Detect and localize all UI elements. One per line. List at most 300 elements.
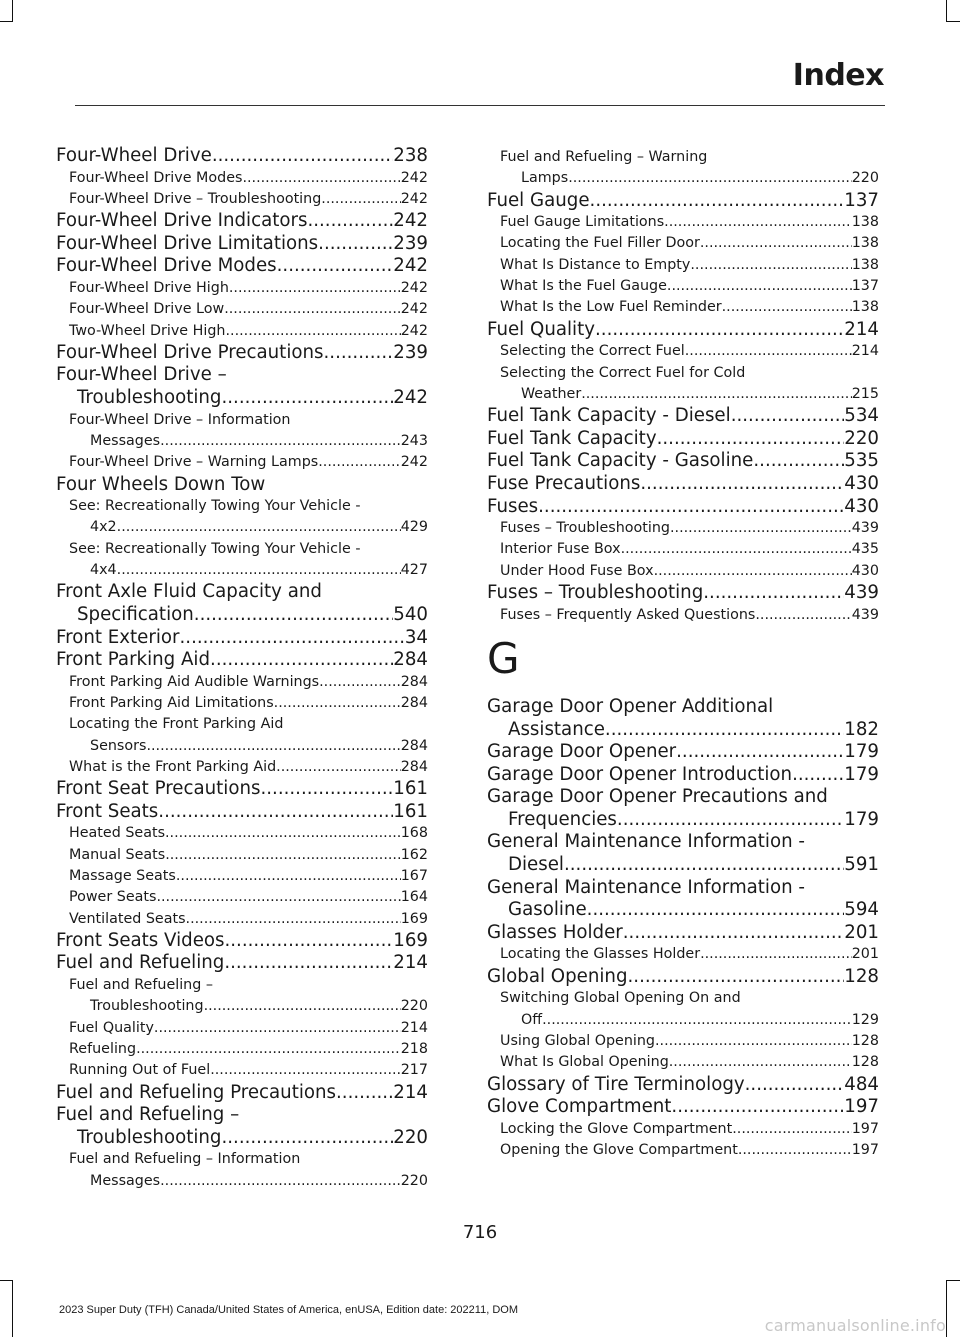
index-entry[interactable] xyxy=(487,428,879,451)
index-entry[interactable] xyxy=(487,190,879,213)
index-page-ref[interactable]: 129 xyxy=(851,1011,879,1028)
index-subentry[interactable] xyxy=(487,1140,879,1161)
dot-leader xyxy=(664,212,852,233)
index-page-ref[interactable]: 220 xyxy=(400,998,428,1015)
index-entry[interactable] xyxy=(487,922,879,945)
index-entry-label: Garage Door Opener xyxy=(487,741,677,763)
crop-mark-bottom-right-vertical xyxy=(946,1280,947,1337)
index-entry-label-line: Selecting the Correct Fuel for Cold xyxy=(500,364,746,381)
index-entry-label: Under Hood Fuse Box xyxy=(500,562,654,579)
index-entry-row xyxy=(487,561,879,582)
index-page-ref[interactable]: 161 xyxy=(393,800,428,822)
index-subentry[interactable] xyxy=(487,212,879,233)
dot-leader xyxy=(194,604,394,627)
index-page-ref[interactable]: 161 xyxy=(393,778,428,800)
index-entry-label: Locating the Fuel Filler Door xyxy=(500,235,700,252)
index-column-right xyxy=(487,147,879,1161)
index-subentry[interactable] xyxy=(487,297,879,318)
index-entry-label: Fuel and Refueling Precautions xyxy=(56,1081,337,1103)
index-entry-label: Running Out of Fuel xyxy=(69,1062,211,1079)
index-page-ref[interactable]: 167 xyxy=(400,867,428,884)
dot-leader xyxy=(564,854,844,877)
index-entry-row xyxy=(487,764,879,787)
index-entry-label-line: See: Recreationally Towing Your Vehicle - xyxy=(69,540,361,557)
index-page-ref[interactable]: 182 xyxy=(844,718,879,740)
index-entry-label-line: Fuel and Refueling – Warning xyxy=(500,149,708,165)
index-entry-label: Fuse Precautions xyxy=(487,472,641,494)
index-page-ref[interactable]: 284 xyxy=(400,673,428,690)
index-page-ref[interactable]: 284 xyxy=(400,737,428,754)
index-entry-row xyxy=(56,560,428,581)
index-entry-row xyxy=(56,604,428,627)
dot-leader xyxy=(753,450,844,473)
index-page-ref[interactable]: 137 xyxy=(851,278,879,295)
index-page-ref[interactable]: 179 xyxy=(844,741,879,763)
index-entry[interactable] xyxy=(56,255,428,278)
index-page-ref[interactable]: 439 xyxy=(851,606,879,623)
dot-leader xyxy=(221,1127,393,1150)
index-entry-label: What Is the Low Fuel Reminder xyxy=(500,299,722,316)
index-entry-label-line: Front Axle Fluid Capacity and xyxy=(56,581,322,603)
index-subentry[interactable] xyxy=(56,693,428,714)
index-page-ref[interactable]: 242 xyxy=(400,190,428,207)
dot-leader xyxy=(657,428,845,451)
index-page-ref[interactable]: 284 xyxy=(400,758,428,775)
index-page-ref[interactable]: 535 xyxy=(844,450,879,472)
index-subentry[interactable] xyxy=(56,823,428,844)
index-entry-row xyxy=(487,966,879,989)
index-entry-row xyxy=(56,342,428,365)
index-page-ref[interactable]: 128 xyxy=(851,1054,879,1071)
index-entry-label: Front Seats Videos xyxy=(56,929,225,951)
index-entry-row xyxy=(487,319,879,342)
index-entry[interactable] xyxy=(487,786,879,831)
index-page-ref[interactable]: 242 xyxy=(393,387,428,409)
index-entry-label: Heated Seats xyxy=(69,825,166,842)
index-entry[interactable] xyxy=(487,696,879,741)
dot-leader xyxy=(146,736,400,757)
index-subentry[interactable] xyxy=(56,168,428,189)
index-subentry[interactable] xyxy=(56,757,428,778)
index-page-ref[interactable]: 214 xyxy=(851,343,879,360)
index-page-ref[interactable]: 128 xyxy=(844,965,879,987)
index-subentry[interactable] xyxy=(487,1119,879,1140)
index-page-ref[interactable]: 214 xyxy=(400,1019,428,1036)
index-entry-row xyxy=(487,384,879,405)
index-page-ref[interactable]: 215 xyxy=(851,385,879,402)
index-subentry[interactable] xyxy=(56,1018,428,1039)
index-entry[interactable] xyxy=(487,1096,879,1119)
index-entry[interactable] xyxy=(487,831,879,876)
index-page-ref[interactable]: 439 xyxy=(851,520,879,537)
index-entry-label-line: General Maintenance Information - xyxy=(487,831,805,853)
index-entry-label: Fuel Tank Capacity - Gasoline xyxy=(487,450,754,472)
index-entry-row xyxy=(487,605,879,626)
index-entry-row xyxy=(487,1140,879,1161)
index-page-ref[interactable]: 137 xyxy=(844,189,879,211)
dot-leader xyxy=(117,560,401,581)
dot-leader xyxy=(738,1140,852,1161)
index-entry[interactable] xyxy=(56,210,428,233)
index-page-ref[interactable]: 534 xyxy=(844,405,879,427)
index-entry-label-line: Garage Door Opener Additional xyxy=(487,695,774,717)
index-page-ref[interactable]: 284 xyxy=(400,694,428,711)
index-entry-label: 4x2 xyxy=(90,519,117,536)
page-number: 716 xyxy=(462,1222,498,1243)
index-entry-label: Diesel xyxy=(508,854,564,876)
index-subentry[interactable] xyxy=(56,539,428,582)
index-subentry[interactable] xyxy=(487,561,879,582)
index-entry-row xyxy=(56,145,428,168)
index-entry-row xyxy=(56,649,428,672)
dot-leader xyxy=(654,561,852,582)
index-entry-label: Front Exterior xyxy=(56,626,180,648)
index-page-ref[interactable]: 242 xyxy=(400,322,428,339)
index-entry-row xyxy=(487,922,879,945)
index-entry-label: Front Parking Aid xyxy=(56,649,211,671)
dot-leader xyxy=(260,778,393,801)
index-entry-label: Four-Wheel Drive Modes xyxy=(56,255,277,277)
index-subentry[interactable] xyxy=(56,845,428,866)
dot-leader xyxy=(700,944,852,965)
index-subentry[interactable] xyxy=(487,988,879,1031)
index-entry-label: Four Wheels Down Tow xyxy=(56,473,266,495)
index-entry[interactable] xyxy=(487,473,879,496)
dot-leader xyxy=(210,649,393,672)
index-entry[interactable] xyxy=(56,474,428,497)
index-entry-row xyxy=(487,212,879,233)
index-subentry[interactable] xyxy=(487,944,879,965)
index-entry[interactable] xyxy=(56,930,428,953)
index-entry-row xyxy=(487,297,879,318)
index-entry-row xyxy=(487,428,879,451)
index-entry-label: Four-Wheel Drive High xyxy=(69,279,229,296)
index-subentry[interactable] xyxy=(487,1052,879,1073)
index-subentry[interactable] xyxy=(56,1060,428,1081)
index-entry-row xyxy=(56,627,428,650)
page-title: Index xyxy=(792,58,884,93)
index-page-ref[interactable]: 179 xyxy=(844,808,879,830)
index-entry-label: Locating the Glasses Holder xyxy=(500,946,701,963)
dot-leader xyxy=(628,966,845,989)
index-page-ref[interactable]: 217 xyxy=(400,1062,428,1079)
index-page-ref[interactable]: 220 xyxy=(400,1172,428,1189)
index-page-ref[interactable]: 169 xyxy=(400,910,428,927)
index-subentry[interactable] xyxy=(56,299,428,320)
index-entry-label: Fuel Gauge xyxy=(487,189,590,211)
dot-leader xyxy=(731,405,845,428)
index-subentry[interactable] xyxy=(56,496,428,539)
index-page-ref[interactable]: 214 xyxy=(844,318,879,340)
index-entry[interactable] xyxy=(56,342,428,365)
index-entry[interactable] xyxy=(56,952,428,975)
index-entry[interactable] xyxy=(56,778,428,801)
dot-leader xyxy=(186,909,401,930)
index-entry[interactable] xyxy=(487,450,879,473)
index-entry-label-line: Fuel and Refueling – Information xyxy=(69,1151,301,1168)
index-entry[interactable] xyxy=(56,1104,428,1149)
index-subentry[interactable] xyxy=(487,147,879,190)
index-entry[interactable] xyxy=(56,581,428,626)
index-page-ref[interactable]: 201 xyxy=(844,921,879,943)
index-page-ref[interactable]: 594 xyxy=(844,899,879,921)
index-page-ref[interactable]: 439 xyxy=(844,582,879,604)
index-entry[interactable] xyxy=(487,405,879,428)
index-subentry[interactable] xyxy=(487,276,879,297)
dot-leader xyxy=(210,1060,401,1081)
index-entry-label: Four-Wheel Drive – Warning Lamps xyxy=(69,454,319,471)
dot-leader xyxy=(204,996,401,1017)
index-entry[interactable] xyxy=(56,145,428,168)
dot-leader xyxy=(225,321,400,342)
index-entry-label: Front Seats xyxy=(56,800,159,822)
index-subentry[interactable] xyxy=(56,410,428,453)
index-subentry[interactable] xyxy=(487,341,879,362)
dot-leader xyxy=(700,233,852,254)
index-subentry[interactable] xyxy=(56,672,428,693)
index-entry-row xyxy=(56,1039,428,1060)
dot-leader xyxy=(336,1082,393,1105)
crop-mark-top-right-horizontal xyxy=(946,21,960,22)
index-entry[interactable] xyxy=(56,233,428,256)
index-entry-label: What Is Distance to Empty xyxy=(500,256,691,273)
dot-leader xyxy=(745,1074,845,1097)
index-entry-row xyxy=(487,1052,879,1073)
dot-leader xyxy=(605,719,844,742)
index-entry-label: Using Global Opening xyxy=(500,1032,656,1049)
index-entry[interactable] xyxy=(487,1074,879,1097)
index-entry-label: What is the Front Parking Aid xyxy=(69,758,277,775)
dot-leader xyxy=(319,672,401,693)
index-page-ref[interactable]: 214 xyxy=(393,952,428,974)
index-entry-row xyxy=(487,276,879,297)
index-entry[interactable] xyxy=(487,966,879,989)
index-subentry[interactable] xyxy=(487,518,879,539)
index-subentry[interactable] xyxy=(487,363,879,406)
index-subentry[interactable] xyxy=(56,866,428,887)
index-subentry[interactable] xyxy=(487,539,879,560)
index-page-ref[interactable]: 138 xyxy=(851,299,879,316)
index-page-ref[interactable]: 201 xyxy=(851,946,879,963)
index-entry-label: Glove Compartment xyxy=(487,1096,672,1118)
index-entry-label: Specification xyxy=(77,603,194,625)
index-entry-row xyxy=(56,845,428,866)
index-page-ref[interactable]: 429 xyxy=(400,519,428,536)
dot-leader xyxy=(224,952,393,975)
index-subentry[interactable] xyxy=(56,975,428,1018)
index-page-ref[interactable]: 242 xyxy=(400,454,428,471)
index-entry-label: Troubleshooting xyxy=(77,387,222,409)
index-subentry[interactable] xyxy=(487,233,879,254)
index-page-ref[interactable]: 430 xyxy=(851,562,879,579)
index-page-ref[interactable]: 284 xyxy=(393,649,428,671)
index-entry-row xyxy=(487,899,879,922)
index-entry-row xyxy=(487,450,879,473)
index-subentry[interactable] xyxy=(56,1149,428,1192)
index-entry-label: Fuses – Troubleshooting xyxy=(487,582,704,604)
index-page-ref[interactable]: 427 xyxy=(400,562,428,579)
index-entry[interactable] xyxy=(487,877,879,922)
dot-leader xyxy=(671,1096,844,1119)
index-entry-label: Selecting the Correct Fuel xyxy=(500,343,685,360)
index-subentry[interactable] xyxy=(56,1039,428,1060)
dot-leader xyxy=(224,930,393,953)
index-page-ref[interactable]: 239 xyxy=(393,232,428,254)
index-entry[interactable] xyxy=(56,364,428,409)
index-subentry[interactable] xyxy=(487,605,879,626)
index-entry[interactable] xyxy=(487,496,879,519)
index-entry[interactable] xyxy=(56,627,428,650)
index-page-ref[interactable]: 138 xyxy=(851,235,879,252)
index-entry-label: Fuses xyxy=(487,495,539,517)
index-page-ref[interactable]: 168 xyxy=(400,825,428,842)
index-entry-label: Troubleshooting xyxy=(90,998,204,1015)
index-subentry[interactable] xyxy=(487,1031,879,1052)
index-entry-row xyxy=(56,1082,428,1105)
index-page-ref[interactable]: 430 xyxy=(844,472,879,494)
index-subentry[interactable] xyxy=(56,909,428,930)
index-page-ref[interactable]: 138 xyxy=(851,256,879,273)
index-entry[interactable] xyxy=(487,319,879,342)
index-page-ref[interactable]: 220 xyxy=(393,1126,428,1148)
index-subentry[interactable] xyxy=(56,452,428,473)
index-entry-row xyxy=(56,887,428,908)
index-subentry[interactable] xyxy=(56,189,428,210)
index-page-ref[interactable]: 162 xyxy=(400,846,428,863)
index-page-ref[interactable]: 169 xyxy=(393,929,428,951)
index-page-ref[interactable]: 242 xyxy=(393,210,428,232)
index-page-ref[interactable]: 242 xyxy=(400,279,428,296)
index-entry-label: Glasses Holder xyxy=(487,921,623,943)
dot-leader xyxy=(792,764,844,787)
index-page-ref[interactable]: 591 xyxy=(844,854,879,876)
index-entry-row xyxy=(487,255,879,276)
index-entry-row xyxy=(487,1031,879,1052)
index-page-ref[interactable]: 164 xyxy=(400,889,428,906)
dot-leader xyxy=(274,693,401,714)
index-page-ref[interactable]: 218 xyxy=(400,1040,428,1057)
dot-leader xyxy=(242,168,400,189)
index-subentry[interactable] xyxy=(56,278,428,299)
index-page-ref[interactable]: 220 xyxy=(851,170,879,187)
index-entry-label: Frequencies xyxy=(508,808,617,830)
index-page-ref[interactable]: 242 xyxy=(393,255,428,277)
dot-leader xyxy=(568,168,852,189)
index-page-ref[interactable]: 214 xyxy=(393,1081,428,1103)
index-entry-label: Front Parking Aid Audible Warnings xyxy=(69,673,320,690)
dot-leader xyxy=(117,517,401,538)
index-entry-label: Weather xyxy=(521,385,582,402)
index-entry-label: Ventilated Seats xyxy=(69,910,186,927)
index-page-ref[interactable]: 197 xyxy=(844,1096,879,1118)
index-subentry[interactable] xyxy=(487,255,879,276)
dot-leader xyxy=(732,1119,851,1140)
dot-leader xyxy=(224,299,401,320)
index-entry-label: Messages xyxy=(90,1172,161,1189)
index-entry-label: Four-Wheel Drive Limitations xyxy=(56,232,319,254)
index-entry-label: Off xyxy=(521,1011,543,1028)
index-page-ref[interactable]: 179 xyxy=(844,763,879,785)
index-page-ref[interactable]: 484 xyxy=(844,1073,879,1095)
dot-leader xyxy=(581,384,852,405)
index-entry[interactable] xyxy=(487,582,879,605)
index-entry-label: Fuel Quality xyxy=(69,1019,154,1036)
index-entry-row xyxy=(56,672,428,693)
index-subentry[interactable] xyxy=(56,887,428,908)
crop-mark-bottom-right-horizontal xyxy=(946,1280,960,1281)
index-entry[interactable] xyxy=(56,801,428,824)
dot-leader xyxy=(212,145,393,168)
index-entry-label: Sensors xyxy=(90,737,147,754)
index-entry-row xyxy=(487,190,879,213)
index-entry-row xyxy=(56,823,428,844)
index-page-ref[interactable]: 138 xyxy=(851,214,879,231)
dot-leader xyxy=(722,297,852,318)
index-entry-label: Four-Wheel Drive Low xyxy=(69,301,225,318)
index-page-ref[interactable]: 220 xyxy=(844,427,879,449)
index-page-ref[interactable]: 540 xyxy=(393,603,428,625)
watermark: carmanualsonline.info xyxy=(764,1316,946,1335)
index-entry-row xyxy=(56,736,428,757)
index-page-ref[interactable]: 34 xyxy=(404,626,428,648)
index-page-ref[interactable]: 197 xyxy=(851,1142,879,1158)
dot-leader xyxy=(595,319,844,342)
dot-leader xyxy=(640,473,844,496)
index-entry-row xyxy=(56,930,428,953)
index-entry-label: Messages xyxy=(90,432,161,449)
index-entry-label: Fuel Gauge Limitations xyxy=(500,214,665,231)
dot-leader xyxy=(703,582,844,605)
index-page-ref[interactable]: 239 xyxy=(393,341,428,363)
crop-mark-top-right-vertical xyxy=(946,0,947,22)
dot-leader xyxy=(617,809,844,832)
index-page-ref[interactable]: 430 xyxy=(844,495,879,517)
index-entry-row xyxy=(56,952,428,975)
index-entry-label: 4x4 xyxy=(90,562,117,579)
index-page-ref[interactable]: 243 xyxy=(400,432,428,449)
index-page-ref[interactable]: 238 xyxy=(393,145,428,166)
index-entry-row xyxy=(56,431,428,452)
index-entry[interactable] xyxy=(56,1082,428,1105)
index-page-ref[interactable]: 197 xyxy=(851,1120,879,1137)
header-rule xyxy=(75,105,885,106)
index-entry-label: Fuel Quality xyxy=(487,318,596,340)
index-page-ref[interactable]: 128 xyxy=(851,1032,879,1049)
index-entry[interactable] xyxy=(487,764,879,787)
index-entry-label-line: Switching Global Opening On and xyxy=(500,990,741,1007)
dot-leader xyxy=(690,255,851,276)
dot-leader xyxy=(670,518,852,539)
index-page-ref[interactable]: 242 xyxy=(400,169,428,186)
index-entry-row xyxy=(56,517,428,538)
index-entry-label: Four-Wheel Drive xyxy=(56,145,212,166)
index-page-ref[interactable]: 242 xyxy=(400,301,428,318)
dot-leader xyxy=(324,342,394,365)
dot-leader xyxy=(154,1018,401,1039)
dot-leader xyxy=(623,922,845,945)
index-column-left xyxy=(56,145,428,1192)
index-entry-row xyxy=(487,1119,879,1140)
index-subentry[interactable] xyxy=(56,714,428,757)
index-entry-label: Fuel Tank Capacity xyxy=(487,427,657,449)
index-subentry[interactable] xyxy=(56,321,428,342)
index-entry[interactable] xyxy=(56,649,428,672)
dot-leader xyxy=(307,210,393,233)
index-entry-row xyxy=(56,299,428,320)
index-entry[interactable] xyxy=(487,741,879,764)
index-page-ref[interactable]: 435 xyxy=(851,541,879,558)
index-entry-label: Locking the Glove Compartment xyxy=(500,1120,733,1137)
